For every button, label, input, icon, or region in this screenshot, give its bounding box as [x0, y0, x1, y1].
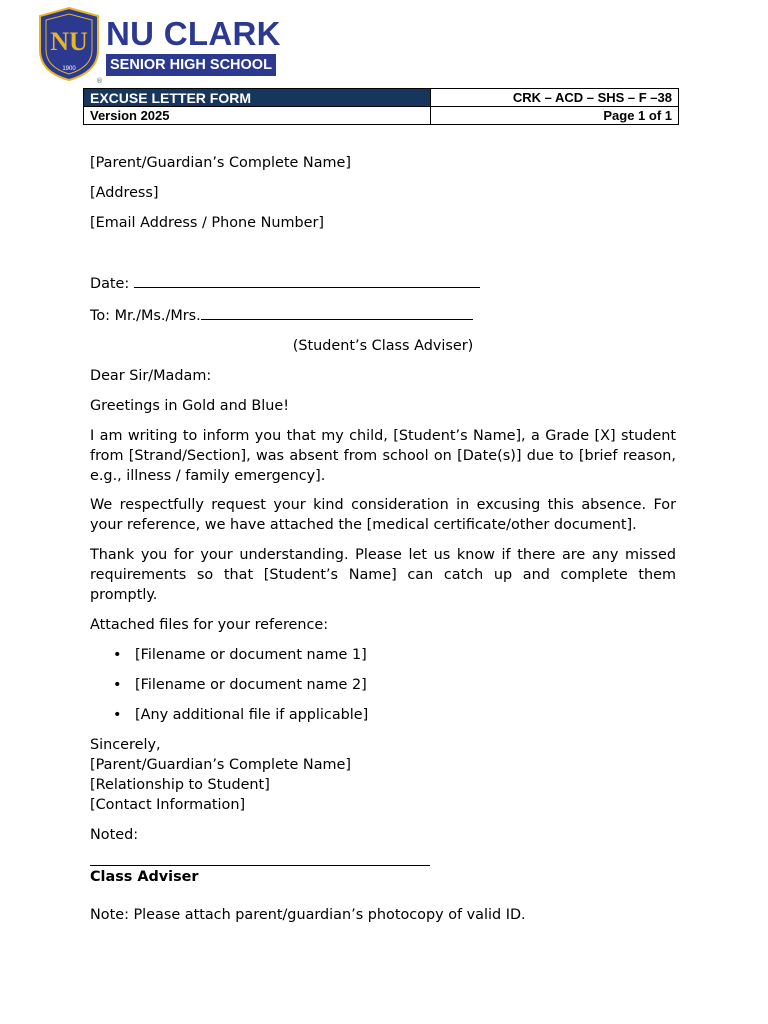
contact-placeholder: [Email Address / Phone Number] [90, 215, 324, 231]
signature-name: [Parent/Guardian’s Complete Name] [90, 757, 351, 773]
form-code: CRK – ACD – SHS – F –38 [431, 89, 679, 107]
parent-name-placeholder: [Parent/Guardian’s Complete Name] [90, 155, 351, 171]
salutation: Dear Sir/Madam: [90, 368, 212, 384]
signature-contact: [Contact Information] [90, 797, 246, 813]
form-header-table [83, 88, 679, 125]
date-line[interactable] [134, 272, 480, 288]
seal-monogram: NU [50, 27, 88, 56]
form-version: Version 2025 [84, 107, 431, 125]
attachment-list [90, 645, 676, 735]
paragraph-absence: I am writing to inform you that my child, [Student’s Name], a Grade [X] student from [Strand/Section], was absent from school on [Date(s)] due to [brief reason, e.g., illness / family emergency]. [90, 428, 676, 484]
adviser-name-line[interactable] [201, 304, 473, 320]
attachment-item: • [Filename or document name 2] [135, 675, 676, 705]
attached-label: Attached files for your reference: [90, 617, 329, 633]
address-placeholder: [Address] [90, 185, 159, 201]
noted-label: Noted: [90, 827, 139, 843]
school-seal-icon [36, 6, 102, 82]
date-row [90, 272, 676, 294]
attachment-item: • [Any additional file if applicable] [135, 705, 676, 735]
school-logo [36, 6, 286, 88]
form-title: EXCUSE LETTER FORM [84, 89, 431, 107]
paragraph-thanks: Thank you for your understanding. Please let us know if there are any missed requirements so that [Student’s Name] can catch up and complete them promptly. [90, 547, 676, 603]
registered-mark-icon: ® [96, 77, 103, 85]
closing: Sincerely, [90, 737, 161, 753]
adviser-caption: (Student’s Class Adviser) [292, 338, 474, 354]
page-number: Page 1 of 1 [431, 107, 679, 125]
id-note: Note: Please attach parent/guardian’s photocopy of valid ID. [90, 907, 526, 923]
signature-relationship: [Relationship to Student] [90, 777, 270, 793]
school-name: NU CLARK [106, 15, 281, 52]
seal-year: 1900 [62, 66, 76, 72]
school-subtitle: SENIOR HIGH SCHOOL [106, 54, 276, 76]
to-row [90, 304, 676, 326]
paragraph-request: We respectfully request your kind consideration in excusing this absence. For your reference, we have attached the [medical certificate/other document]. [90, 497, 676, 533]
greeting: Greetings in Gold and Blue! [90, 398, 290, 414]
to-label: To: Mr./Ms./Mrs. [90, 308, 201, 324]
adviser-title: Class Adviser [90, 869, 199, 885]
date-label: Date: [90, 276, 130, 292]
attachment-item: • [Filename or document name 1] [135, 645, 676, 675]
adviser-signature-line[interactable] [90, 864, 430, 866]
letter-body [90, 153, 676, 925]
